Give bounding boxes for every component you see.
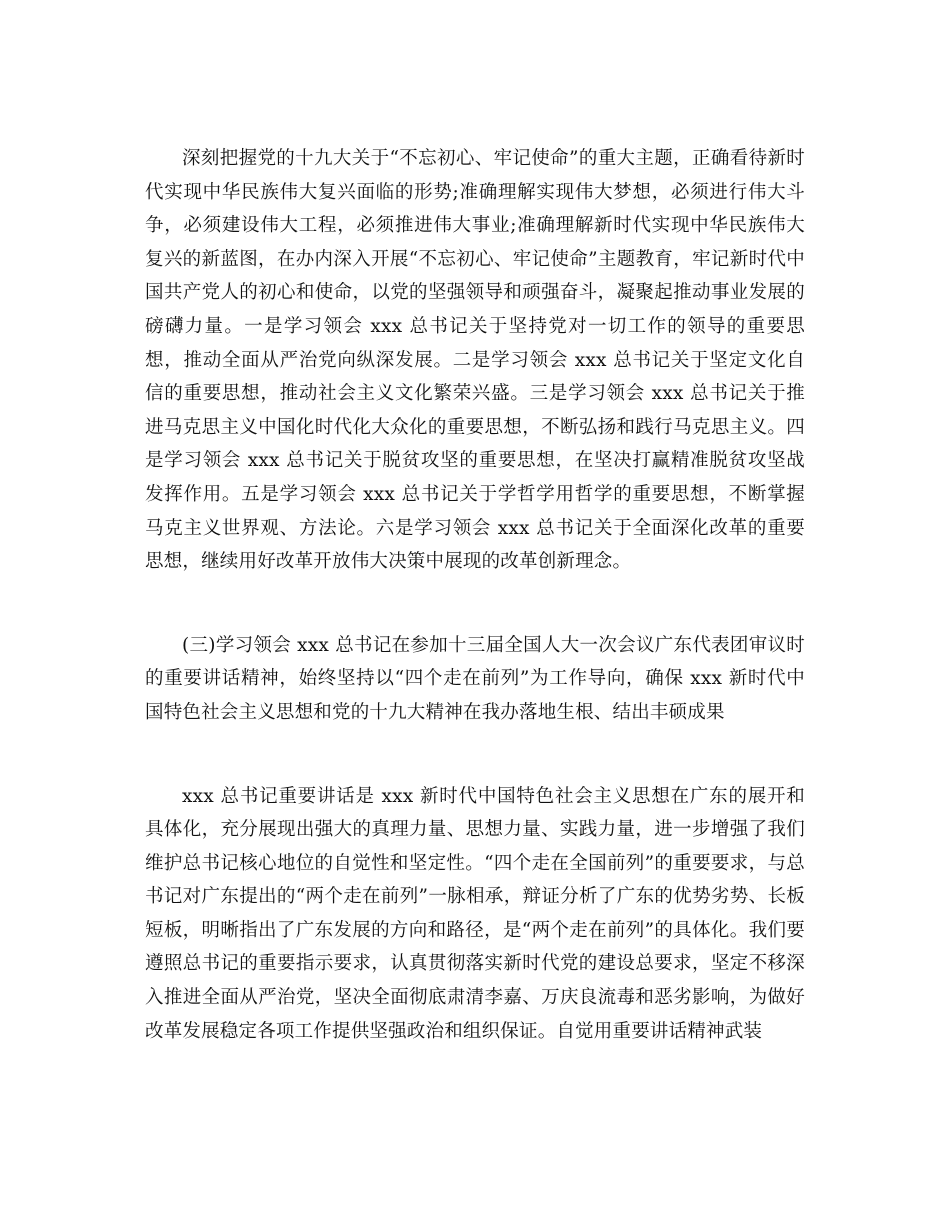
paragraph-spacer	[145, 730, 805, 780]
paragraph-spacer	[145, 579, 805, 629]
paragraph-3: xxx 总书记重要讲话是 xxx 新时代中国特色社会主义思想在广东的展开和具体化，充分展现出强大的真理力量、思想力量、实践力量，进一步增强了我们维护总书记核心地位的自觉性和坚定性。“四个走在全国前列”的重要要求，与总书记对广东提出的“两个走在前列”一脉相承，辩证分析了广东的优势劣势、长板短板，明晰指出了广东发展的方向和路径，是“两个走在前列”的具体化。我们要遵照总书记的重要指示要求，认真贯彻落实新时代党的建设总要求，坚定不移深入推进全面从严治党，坚决全面彻底肃清李嘉、万庆良流毒和恶劣影响，为做好改革发展稳定各项工作提供坚强政治和组织保证。自觉用重要讲话精神武装	[145, 785, 805, 1042]
document-body	[145, 142, 805, 1048]
paragraph-1: 深刻把握党的十九大关于“不忘初心、牢记使命”的重大主题，正确看待新时代实现中华民族伟大复兴面临的形势;准确理解实现伟大梦想，必须进行伟大斗争，必须建设伟大工程，必须推进伟大事业;准确理解新时代实现中华民族伟大复兴的新蓝图，在办内深入开展“不忘初心、牢记使命”主题教育，牢记新时代中国共产党人的初心和使命，以党的坚强领导和顽强奋斗，凝聚起推动事业发展的磅礴力量。一是学习领会 xxx 总书记关于坚持党对一切工作的领导的重要思想，推动全面从严治党向纵深发展。二是学习领会 xxx 总书记关于坚定文化自信的重要思想，推动社会主义文化繁荣兴盛。三是学习领会 xxx 总书记关于推进马克思主义中国化时代化大众化的重要思想，不断弘扬和践行马克思主义。四是学习领会 xxx 总书记关于脱贫攻坚的重要思想，在坚决打赢精准脱贫攻坚战发挥作用。五是学习领会 xxx 总书记关于学哲学用哲学的重要思想，不断掌握马克主义世界观、方法论。六是学习领会 xxx 总书记关于全面深化改革的重要思想，继续用好改革开放伟大决策中展现的改革创新理念。	[145, 148, 805, 573]
paragraph-2-section-heading: (三)学习领会 xxx 总书记在参加十三届全国人大一次会议广东代表团审议时的重要讲话精神，始终坚持以“四个走在前列”为工作导向，确保 xxx 新时代中国特色社会主义思想和党的十九大精神在我办落地生根、结出丰硕成果	[145, 634, 805, 723]
